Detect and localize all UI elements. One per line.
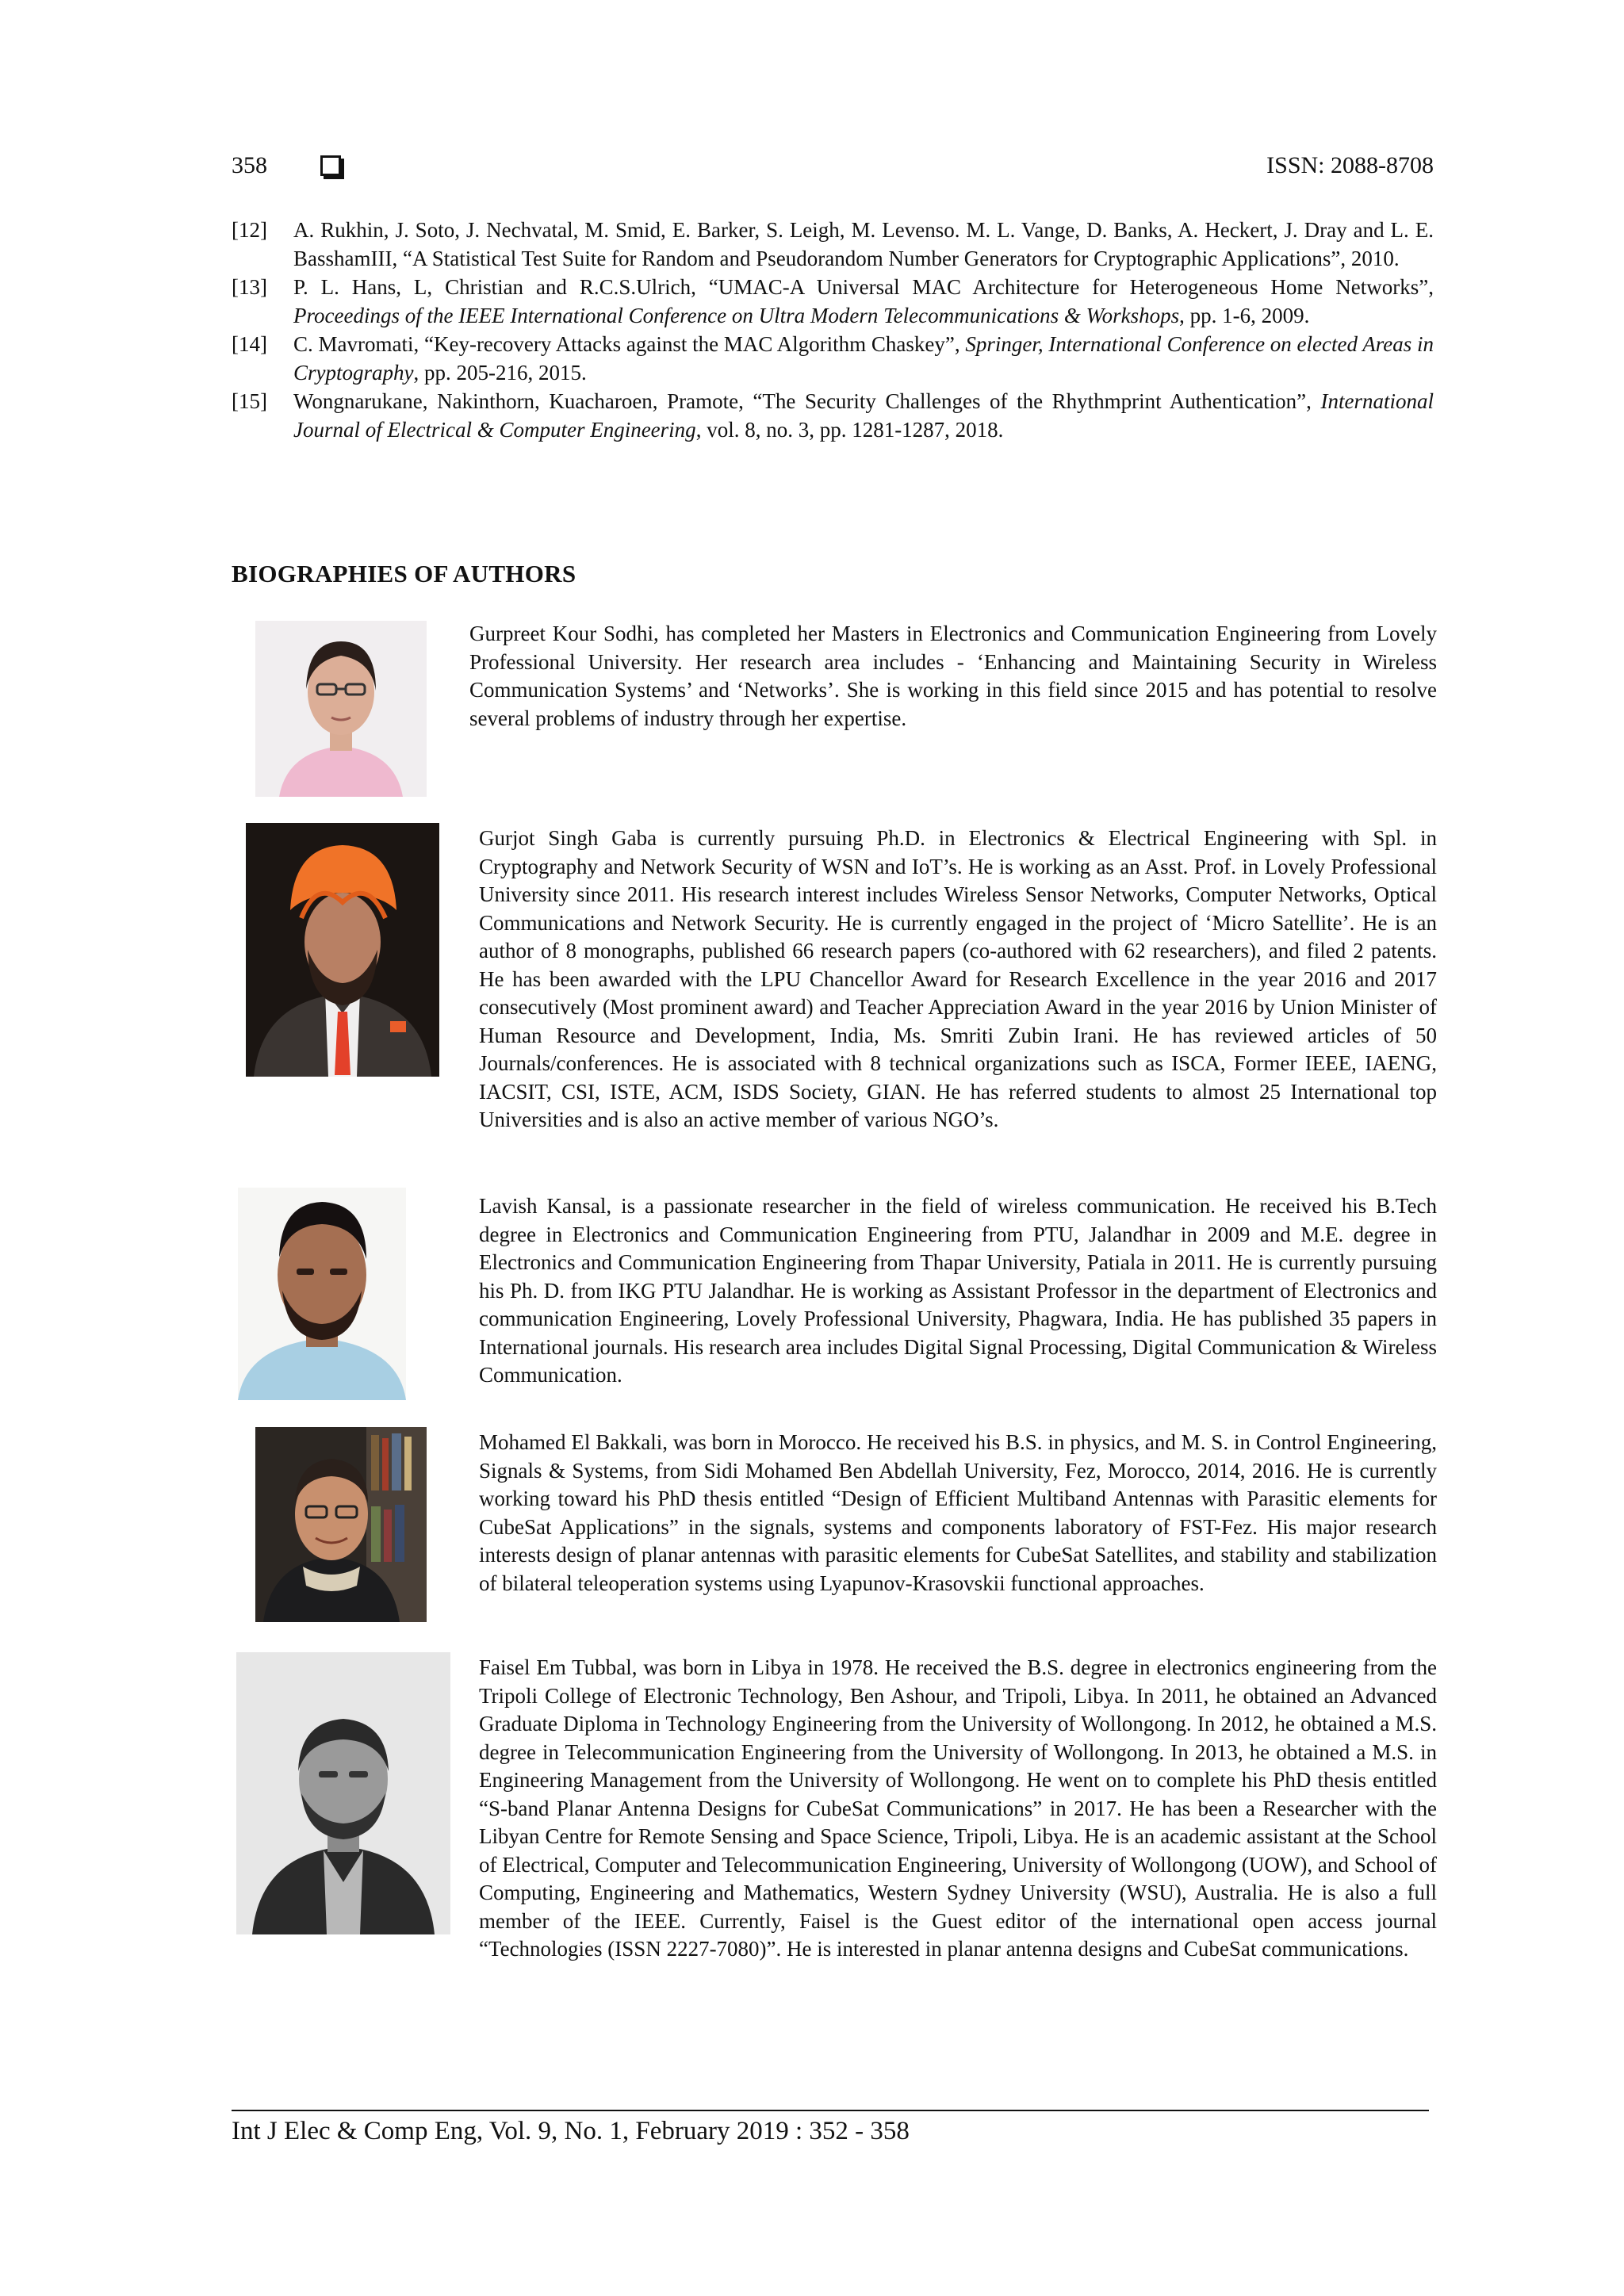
reference-item [232, 216, 1434, 273]
reference-segment: , pp. 205-216, 2015. [413, 361, 587, 385]
reference-text [293, 389, 1434, 442]
box-bullet-icon [320, 155, 341, 176]
bio-text: Faisel Em Tubbal, was born in Libya in 1978. He received the B.S. degree in electronics engineering from the Tripoli College of Electronic Technology, Ben Ashour, and Tripoli, Libya. In 2011, he obtained an Advanced Graduate Diploma in Technology Engineering from the University of Wollongong. In 2012, he obtained a M.S. degree in Telecommunication Engineering from the University of Wollongong. In 2013, he obtained a M.S. in Engineering Management from the University of Wollongong. He went on to complete his PhD thesis entitled “S-band Planar Antenna Designs for CubeSat Communications” in 2017. He has been a Researcher with the Libyan Centre for Remote Sensing and Space Science, Tripoli, Libya. He is an academic assistant at the School of Electrical, Computer and Telecommunication Engineering, University of Wollongong (UOW), and School of Computing, Engineering and Mathematics, Western Sydney University (WSU), Australia. He is also a full member of the IEEE. Currently, Faisel is the Guest editor of the international open access journal “Technologies (ISSN 2227-7080)”. He is interested in planar antenna designs and CubeSat communications. [479, 1655, 1437, 1961]
bio-text: Gurpreet Kour Sodhi, has completed her Masters in Electronics and Communication Engineering from Lovely Professional University. Her research area includes - ‘Enhancing and Maintaining Security in Wireless Communication Systems’ and ‘Networks’. She is working in this field since 2015 and has potential to resolve several problems of industry through her expertise. [469, 622, 1437, 730]
footer-divider [232, 2110, 1429, 2111]
reference-venue: Proceedings of the IEEE International Conference on Ultra Modern Telecommunications & Workshops [293, 304, 1180, 327]
author-photo-tubbal [236, 1652, 450, 1934]
reference-number: [14] [232, 332, 267, 356]
reference-segment: Wongnarukane, Nakinthorn, Kuacharoen, Pramote, “The Security Challenges of the Rhythmprint Authentication”, [293, 389, 1321, 413]
bio-text: Mohamed El Bakkali, was born in Morocco. He received his B.S. in physics, and M. S. in Control Engineering, Signals & Systems, from Sidi Mohamed Ben Abdellah University, Fez, Morocco, 2014, 2016. He is currently working toward his PhD thesis entitled “Design of Efficient Multiband Antennas with Parasitic elements for CubeSat Applications” in the signals, systems and components laboratory of FST-Fez. His major research interests design of planar antennas with parasitic elements for CubeSat Satellites, and stability and stabilization of bilateral teleoperation systems using Lyapunov-Krasovskii functional approaches. [479, 1430, 1437, 1595]
references-list [232, 216, 1434, 444]
section-title: BIOGRAPHIES OF AUTHORS [232, 560, 576, 587]
reference-number: [15] [232, 389, 267, 413]
reference-item [232, 387, 1434, 444]
reference-segment: A. Rukhin, J. Soto, J. Nechvatal, M. Smid, E. Barker, S. Leigh, M. Levenso. M. L. Vange, D. Banks, A. Heckert, J. Dray and L. E. BasshamIII, “A Statistical Test Suite for Random and Pseudorandom Number Generators for Cryptographic Applications”, 2010. [293, 218, 1434, 270]
reference-segment: , pp. 1-6, 2009. [1179, 304, 1310, 327]
bio-text: Lavish Kansal, is a passionate researcher in the field of wireless communication. He received his B.Tech degree in Electronics and Communication Engineering from PTU, Jalandhar in 2009 and M.E. degree in Electronics and Communication Engineering from Thapar University, Patiala in 2011. He is currently pursuing his Ph. D. from IKG PTU Jalandhar. He is working as Assistant Professor in the department of Electronics and communication Engineering, Lovely Professional University, Phagwara, India. He has published 35 papers in International journals. His research area includes Digital Signal Processing, Digital Communication & Wireless Communication. [479, 1194, 1437, 1387]
author-photo-bakkali [255, 1427, 427, 1622]
author-photo-gaba [246, 823, 439, 1077]
reference-item [232, 330, 1434, 387]
reference-segment: C. Mavromati, “Key-recovery Attacks against the MAC Algorithm Chaskey”, [293, 332, 966, 356]
reference-number: [12] [232, 218, 267, 242]
reference-segment: , vol. 8, no. 3, pp. 1281-1287, 2018. [695, 418, 1004, 442]
author-photo-sodhi [255, 621, 427, 797]
reference-segment: P. L. Hans, L, Christian and R.C.S.Ulrich, “UMAC-A Universal MAC Architecture for Heterogeneous Home Networks”, [293, 275, 1434, 299]
reference-item [232, 273, 1434, 330]
footer-citation: Int J Elec & Comp Eng, Vol. 9, No. 1, February 2019 : 352 - 358 [232, 2117, 910, 2145]
bio-text: Gurjot Singh Gaba is currently pursuing Ph.D. in Electronics & Electrical Engineering with Spl. in Cryptography and Network Security of WSN and IoT’s. He is working as an Asst. Prof. in Lovely Professional University since 2011. His research interest includes Wireless Sensor Networks, Computer Networks, Optical Communications and Network Security. He is currently engaged in the project of ‘Micro Satellite’. He is an author of 8 monographs, published 66 research papers (co-authored with 62 researchers), and filed 2 patents. He has been awarded with the LPU Chancellor Award for Research Excellence in the year 2016 and 2017 consecutively (Most prominent award) and Teacher Appreciation Award in the year 2016 by Union Minister of Human Resource and Development, India, Ms. Smriti Zubin Irani. He has reviewed articles of 50 Journals/conferences. He is associated with 8 technical organizations such as ISCA, Former IEEE, IAENG, IACSIT, CSI, ISTE, ACM, ISDS Society, GIAN. He has referred students to almost 25 International top Universities and is also an active member of various NGO’s. [479, 826, 1437, 1131]
issn-label: ISSN: 2088-8708 [1266, 152, 1434, 178]
reference-text [293, 275, 1434, 327]
author-photo-kansal [238, 1188, 406, 1400]
reference-text [293, 218, 1434, 270]
reference-text [293, 332, 1434, 385]
page-header [232, 152, 1434, 192]
reference-number: [13] [232, 275, 267, 299]
reference-venue: International Journal of Electrical & Computer Engineering [293, 389, 1434, 442]
reference-venue: Springer, International Conference on elected Areas in Cryptography [293, 332, 1434, 385]
page-number: 358 [232, 152, 267, 178]
